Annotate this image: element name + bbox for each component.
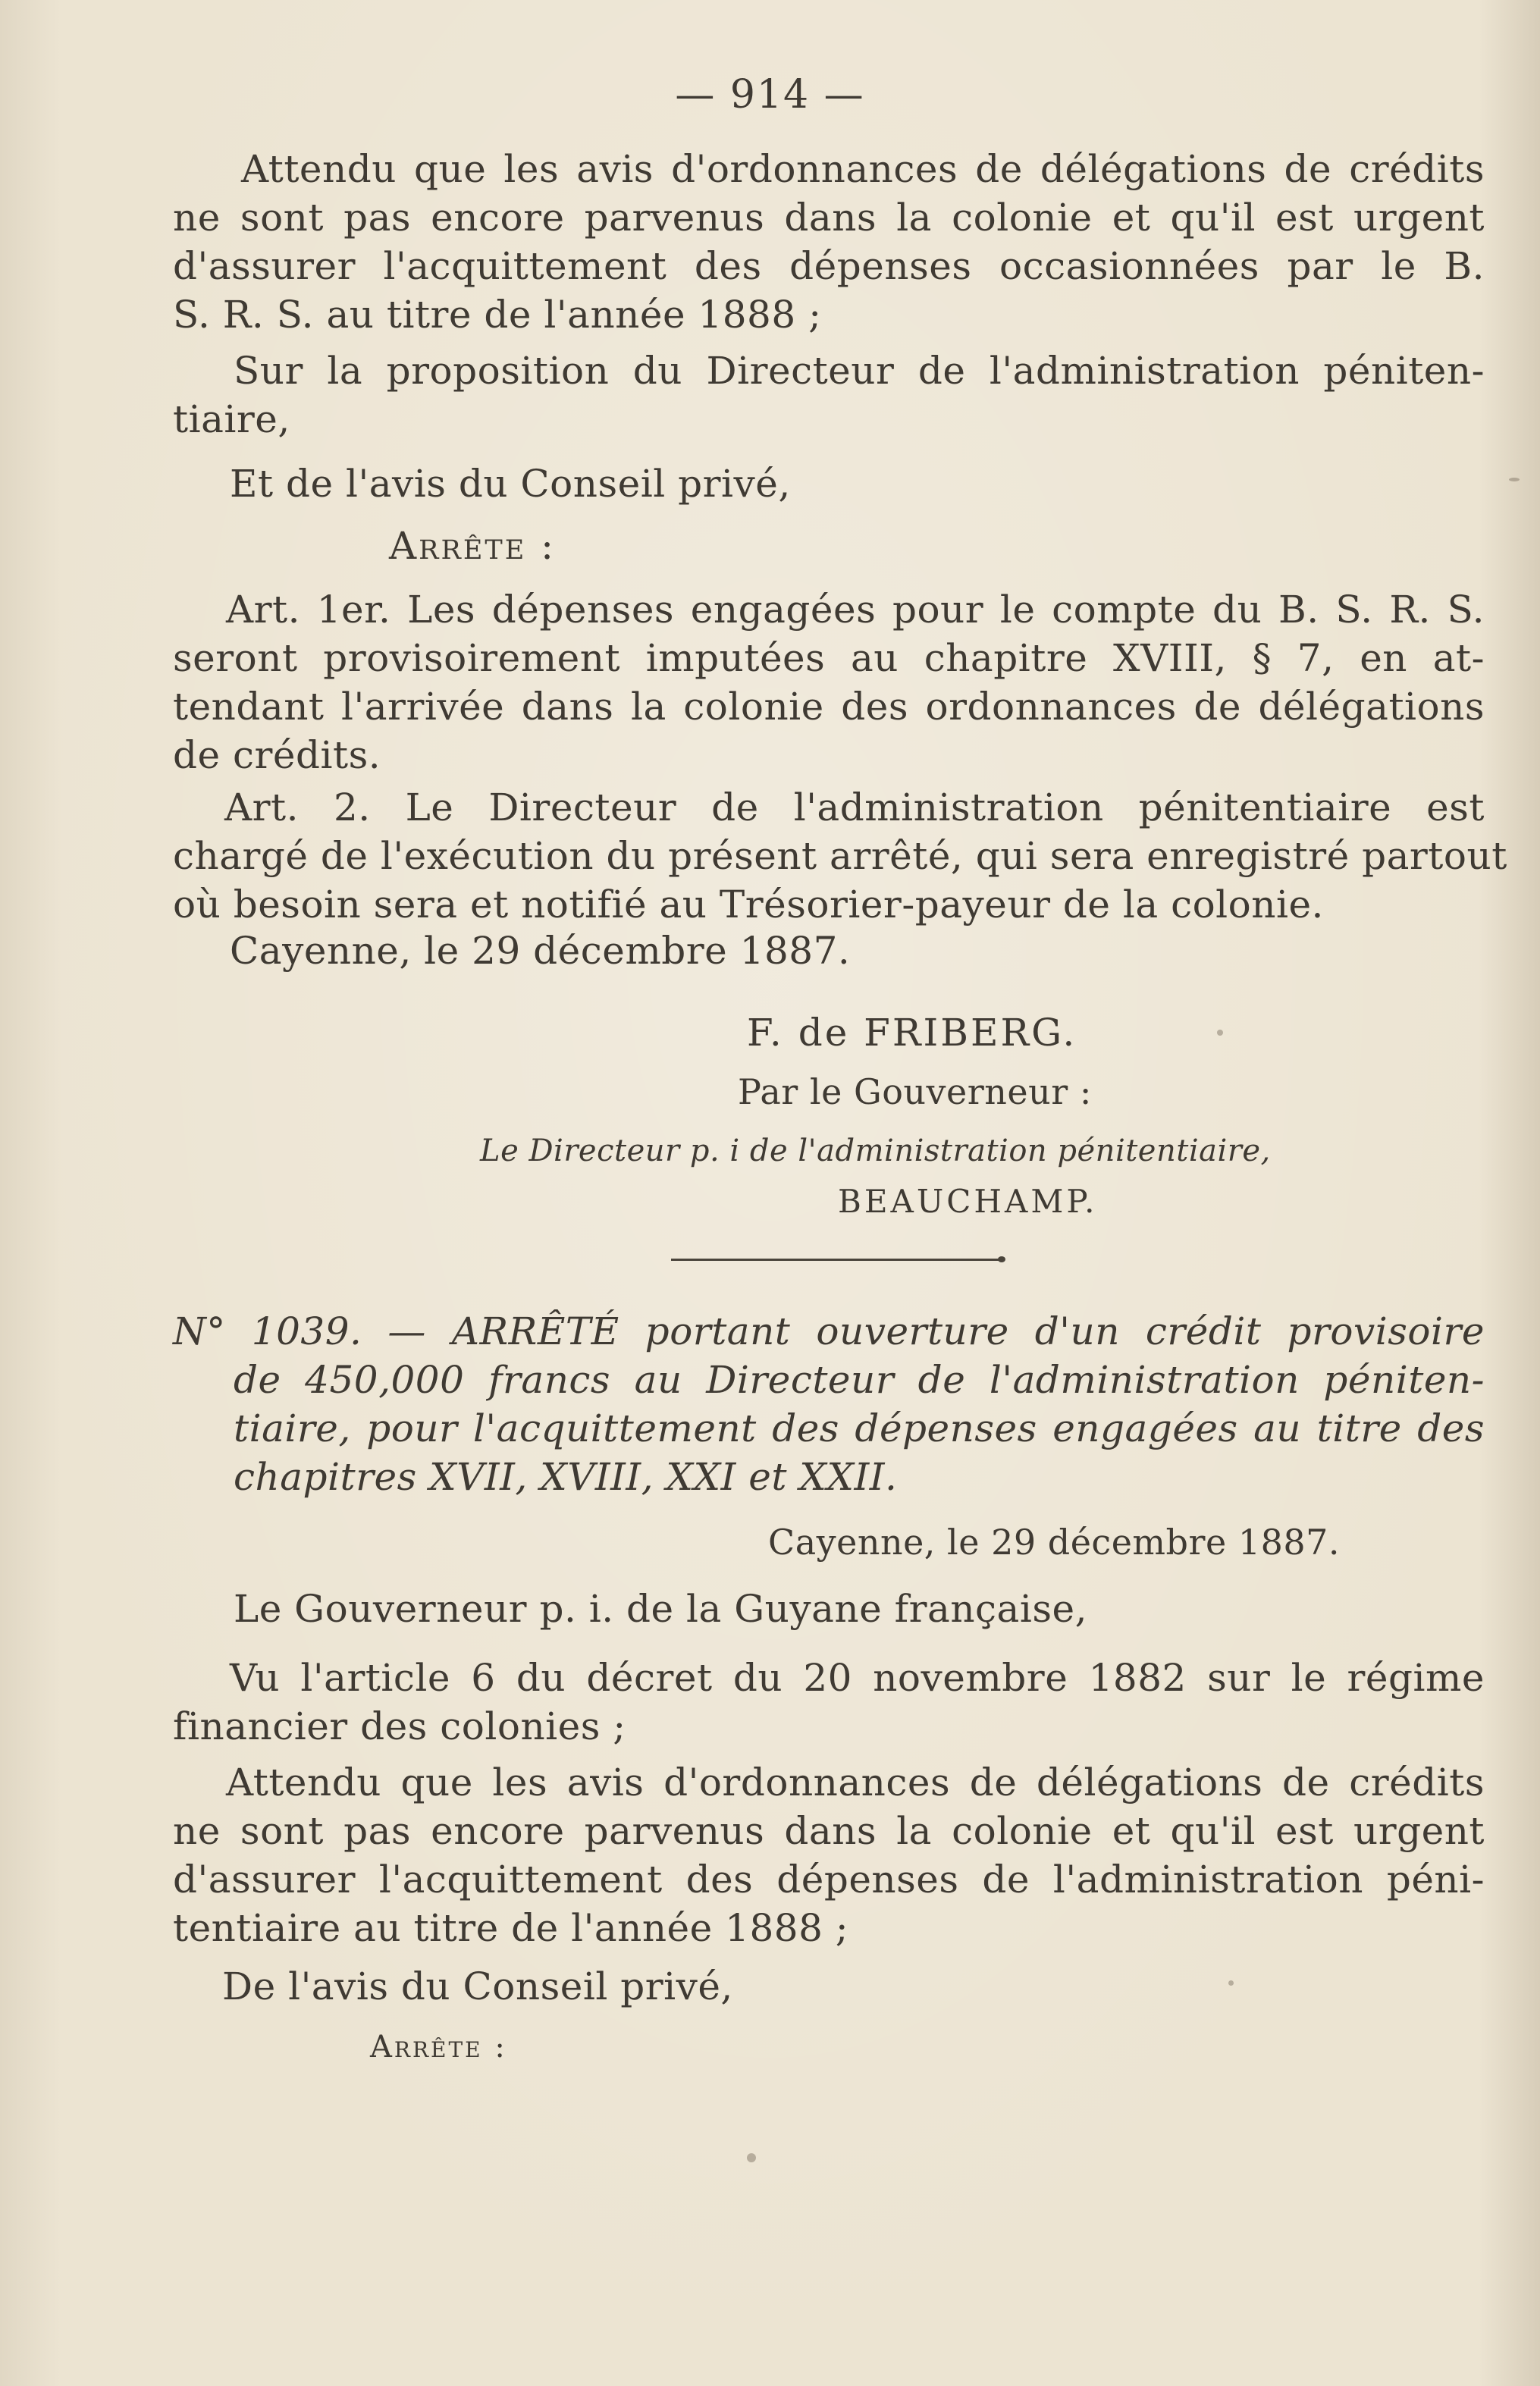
- art1-line1: Art. 1er. Les dépenses engagées pour le compte du B. S. R. S.: [226, 588, 1485, 632]
- date-2: Cayenne, le 29 décembre 1887.: [768, 1522, 1341, 1563]
- page-number: — 914 —: [675, 72, 865, 118]
- art1-line2: seront provisoirement imputées au chapitre XVIII, § 7, en at-: [173, 636, 1485, 680]
- directeur-line: Le Directeur p. i de l'administration pénitentiaire,: [480, 1133, 1271, 1168]
- paper-speck: [747, 2153, 756, 2162]
- attendu-line2: ne sont pas encore parvenus dans la colonie et qu'il est urgent: [173, 1809, 1485, 1853]
- director-name: BEAUCHAMP.: [838, 1183, 1098, 1220]
- attendu-line4: tentiaire au titre de l'année 1888 ;: [173, 1906, 849, 1950]
- vu-line2: financier des colonies ;: [173, 1704, 626, 1748]
- de-lavis: De l'avis du Conseil privé,: [222, 1964, 733, 2008]
- para1-line1: Attendu que les avis d'ordonnances de délégations de crédits: [241, 147, 1485, 191]
- art2-line1: Art. 2. Le Directeur de l'administration pénitentiaire est: [224, 785, 1485, 829]
- para2-line2: tiaire,: [173, 397, 290, 441]
- para2-line1: Sur la proposition du Directeur de l'administration péniten-: [234, 349, 1485, 393]
- art1-line3: tendant l'arrivée dans la colonie des ordonnances de délégations: [173, 685, 1485, 729]
- paper-speck: [1228, 1980, 1234, 1986]
- attendu-line3: d'assurer l'acquittement des dépenses de l'administration péni-: [173, 1858, 1485, 1902]
- title-line3: tiaire, pour l'acquittement des dépenses engagées au titre des: [234, 1406, 1485, 1450]
- para1-line3: d'assurer l'acquittement des dépenses occasionnées par le B.: [173, 244, 1485, 288]
- governor-line: Le Gouverneur p. i. de la Guyane française,: [234, 1587, 1087, 1631]
- paper-speck: [1509, 478, 1520, 481]
- vu-line1: Vu l'article 6 du décret du 20 novembre 1882 sur le régime: [230, 1656, 1485, 1700]
- section-divider: [671, 1259, 1001, 1261]
- art2-line2: chargé de l'exécution du présent arrêté, qui sera enregistré partout: [173, 834, 1507, 878]
- title-line2: de 450,000 francs au Directeur de l'administration péniten-: [234, 1358, 1485, 1402]
- signature-friberg: F. de FRIBERG.: [747, 1011, 1077, 1055]
- par-le-gouverneur: Par le Gouverneur :: [738, 1071, 1092, 1112]
- paper-speck: [1217, 1030, 1223, 1036]
- arrete-heading-2: Arrête :: [370, 2030, 507, 2065]
- art1-line4: de crédits.: [173, 733, 381, 777]
- para3: Et de l'avis du Conseil privé,: [230, 462, 791, 506]
- para1-line4: S. R. S. au titre de l'année 1888 ;: [173, 293, 822, 337]
- para1-line2: ne sont pas encore parvenus dans la colonie et qu'il est urgent: [173, 196, 1485, 240]
- date-1: Cayenne, le 29 décembre 1887.: [230, 929, 851, 973]
- art2-line3: où besoin sera et notifié au Trésorier-payeur de la colonie.: [173, 883, 1324, 926]
- attendu-line1: Attendu que les avis d'ordonnances de délégations de crédits: [226, 1760, 1485, 1804]
- title-line1: N° 1039. — ARRÊTÉ portant ouverture d'un crédit provisoire: [173, 1309, 1485, 1353]
- title-line4: chapitres XVII, XVIII, XXI et XXII.: [234, 1455, 898, 1499]
- arrete-heading-1: Arrête :: [389, 524, 556, 568]
